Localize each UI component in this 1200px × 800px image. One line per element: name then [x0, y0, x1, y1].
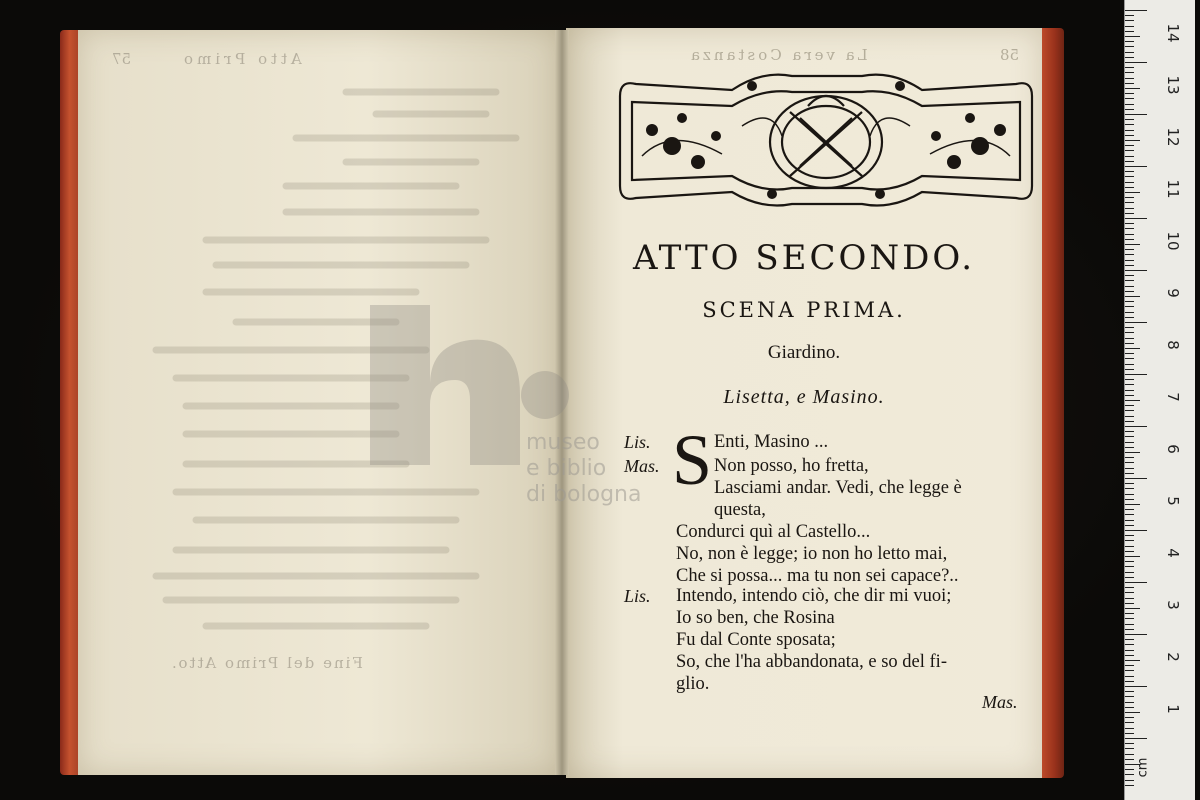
- speaker-label: Lis.: [624, 432, 651, 452]
- ruler-tick: [1125, 374, 1147, 375]
- ruler-tick: [1125, 192, 1140, 193]
- ruler-tick: [1125, 265, 1134, 266]
- ruler-tick: [1125, 722, 1134, 723]
- ruler-tick: [1125, 166, 1147, 167]
- ruler-number: 8: [1164, 340, 1182, 350]
- ruler-tick: [1125, 540, 1134, 541]
- left-page-number: 57: [112, 50, 132, 68]
- ruler-tick: [1125, 530, 1147, 531]
- ruler-tick: [1125, 36, 1140, 37]
- ruler-tick: [1125, 98, 1134, 99]
- ruler-number: 9: [1164, 288, 1182, 298]
- ruler-tick: [1125, 353, 1134, 354]
- left-running-head: Atto Primo: [180, 50, 302, 68]
- ruler-number: 4: [1164, 548, 1182, 558]
- verse-line: Intendo, intendo ciò, che dir mi vuoi;: [676, 586, 952, 606]
- ruler-tick: [1125, 176, 1134, 177]
- ruler-tick: [1125, 348, 1140, 349]
- ruler-tick: [1125, 390, 1134, 391]
- ruler-tick: [1125, 249, 1134, 250]
- scene-setting: Giardino.: [767, 342, 841, 363]
- ruler-tick: [1125, 618, 1134, 619]
- ruler-tick: [1125, 785, 1134, 786]
- ruler-tick: [1125, 358, 1134, 359]
- ruler-tick: [1125, 681, 1134, 682]
- ruler-tick: [1125, 520, 1134, 521]
- watermark-text-line2: e biblio: [526, 456, 607, 481]
- ruler-number: 7: [1164, 392, 1182, 402]
- ruler-tick: [1125, 743, 1134, 744]
- ruler-tick: [1125, 286, 1134, 287]
- ruler-number: 6: [1164, 444, 1182, 454]
- ruler-tick: [1125, 260, 1134, 261]
- ruler-tick: [1125, 72, 1134, 73]
- verse-line: Lasciami andar. Vedi, che legge è: [714, 478, 962, 498]
- ruler-tick: [1125, 691, 1134, 692]
- ruler-tick: [1125, 109, 1134, 110]
- ruler-tick: [1125, 598, 1134, 599]
- verse-line: So, che l'ha abbandonata, e so del fi-: [676, 652, 947, 672]
- ruler-tick: [1125, 431, 1134, 432]
- act-title: ATTO SECONDO.: [632, 238, 976, 278]
- ruler-tick: [1125, 343, 1134, 344]
- ruler-tick: [1125, 759, 1134, 760]
- ruler-tick: [1125, 239, 1134, 240]
- ruler-tick: [1125, 400, 1140, 401]
- ruler-tick: [1125, 738, 1147, 739]
- ruler-tick: [1125, 83, 1134, 84]
- ruler-tick: [1125, 639, 1134, 640]
- ruler-tick: [1125, 234, 1134, 235]
- ruler-number: 12: [1164, 127, 1182, 147]
- ruler-tick: [1125, 566, 1134, 567]
- ruler-tick: [1125, 452, 1140, 453]
- ruler-tick: [1125, 150, 1134, 151]
- ruler-tick: [1125, 712, 1140, 713]
- speaker-label: Lis.: [624, 586, 651, 606]
- ruler-tick: [1125, 322, 1147, 323]
- drop-cap-letter: S: [672, 420, 713, 500]
- ruler-tick: [1125, 46, 1134, 47]
- ruler-tick: [1125, 280, 1134, 281]
- ruler-tick: [1125, 774, 1134, 775]
- ruler-tick: [1125, 114, 1147, 115]
- ruler-tick: [1125, 416, 1134, 417]
- ruler-number: 10: [1164, 231, 1182, 251]
- ruler-tick: [1125, 603, 1134, 604]
- ruler-tick: [1125, 306, 1134, 307]
- ruler-tick: [1125, 592, 1134, 593]
- ruler-tick: [1125, 447, 1134, 448]
- ruler-tick: [1125, 670, 1134, 671]
- ruler-tick: [1125, 525, 1134, 526]
- ruler-tick: [1125, 650, 1134, 651]
- ruler-tick: [1125, 436, 1134, 437]
- ruler-tick: [1125, 702, 1134, 703]
- ruler-tick: [1125, 457, 1134, 458]
- ruler-number: 2: [1164, 652, 1182, 662]
- left-closing-line: Fine del Primo Atto.: [170, 654, 363, 672]
- ruler-tick: [1125, 410, 1134, 411]
- ruler-number: 11: [1164, 179, 1182, 199]
- ruler-tick: [1125, 707, 1134, 708]
- ruler-tick: [1125, 57, 1134, 58]
- ruler-tick: [1125, 728, 1134, 729]
- ruler-tick: [1125, 88, 1140, 89]
- ruler-tick: [1125, 10, 1147, 11]
- ruler-tick: [1125, 20, 1134, 21]
- ruler-tick: [1125, 327, 1134, 328]
- ruler-tick: [1125, 301, 1134, 302]
- ruler-tick: [1125, 665, 1134, 666]
- ruler-tick: [1125, 686, 1147, 687]
- ruler-tick: [1125, 145, 1134, 146]
- right-page-number-show-through: 58: [1000, 46, 1020, 64]
- ruler-tick: [1125, 546, 1134, 547]
- ruler-tick: [1125, 317, 1134, 318]
- verse-line: questa,: [714, 500, 766, 520]
- ruler-tick: [1125, 15, 1134, 16]
- measurement-ruler: [1124, 0, 1195, 800]
- ruler-tick: [1125, 551, 1134, 552]
- ornamental-headpiece: [612, 66, 1040, 214]
- ruler-tick: [1125, 733, 1134, 734]
- scene-characters: Lisetta, e Masino.: [723, 386, 885, 408]
- ruler-tick: [1125, 608, 1140, 609]
- ruler-tick: [1125, 468, 1134, 469]
- ruler-tick: [1125, 504, 1140, 505]
- ruler-tick: [1125, 577, 1134, 578]
- ruler-tick: [1125, 156, 1134, 157]
- ruler-tick: [1125, 462, 1134, 463]
- book-edge-right: [1040, 28, 1064, 778]
- ruler-tick: [1125, 696, 1134, 697]
- ruler-number: 1: [1164, 704, 1182, 714]
- verse-line: Enti, Masino ...: [714, 432, 829, 452]
- ruler-tick: [1125, 130, 1134, 131]
- ruler-tick: [1125, 514, 1134, 515]
- ruler-tick: [1125, 270, 1147, 271]
- ruler-tick: [1125, 140, 1140, 141]
- ruler-tick: [1125, 426, 1147, 427]
- ruler-tick: [1125, 395, 1134, 396]
- verse-line: Fu dal Conte sposata;: [676, 630, 836, 650]
- ruler-number: 3: [1164, 600, 1182, 610]
- verse-line: Condurci quì al Castello...: [676, 522, 871, 542]
- ruler-tick: [1125, 41, 1134, 42]
- ruler-tick: [1125, 312, 1134, 313]
- ruler-tick: [1125, 442, 1134, 443]
- ruler-tick: [1125, 223, 1134, 224]
- ruler-tick: [1125, 26, 1134, 27]
- ruler-tick: [1125, 228, 1134, 229]
- ruler-tick: [1125, 296, 1140, 297]
- ruler-tick: [1125, 587, 1134, 588]
- ruler-tick: [1125, 161, 1134, 162]
- catchword: Mas.: [982, 692, 1018, 712]
- ruler-tick: [1125, 254, 1134, 255]
- ruler-tick: [1125, 572, 1134, 573]
- ruler-tick: [1125, 582, 1147, 583]
- right-running-head-show-through: La vera Costanza: [688, 46, 868, 64]
- ruler-tick: [1125, 384, 1134, 385]
- ruler-tick: [1125, 634, 1147, 635]
- ruler-tick: [1125, 171, 1134, 172]
- ruler-tick: [1125, 187, 1134, 188]
- ruler-tick: [1125, 535, 1134, 536]
- ruler-tick: [1125, 613, 1134, 614]
- ruler-tick: [1125, 62, 1147, 63]
- ruler-tick: [1125, 135, 1134, 136]
- ruler-tick: [1125, 561, 1134, 562]
- ruler-tick: [1125, 379, 1134, 380]
- ruler-tick: [1125, 483, 1134, 484]
- ruler-tick: [1125, 208, 1134, 209]
- ruler-tick: [1125, 218, 1147, 219]
- ruler-tick: [1125, 78, 1134, 79]
- ruler-tick: [1125, 369, 1134, 370]
- ruler-tick: [1125, 31, 1134, 32]
- ruler-tick: [1125, 655, 1134, 656]
- ruler-tick: [1125, 717, 1134, 718]
- verse-line: Non posso, ho fretta,: [714, 456, 869, 476]
- ruler-unit: cm: [1135, 757, 1151, 778]
- ruler-tick: [1125, 93, 1134, 94]
- ruler-tick: [1125, 202, 1134, 203]
- ruler-tick: [1125, 291, 1134, 292]
- watermark-text-line1: museo: [526, 430, 600, 455]
- verse-line: glio.: [676, 674, 710, 694]
- ruler-tick: [1125, 197, 1134, 198]
- ruler-number: 13: [1164, 75, 1182, 95]
- ruler-tick: [1125, 364, 1134, 365]
- ruler-tick: [1125, 473, 1134, 474]
- ruler-tick: [1125, 499, 1134, 500]
- ruler-tick: [1125, 754, 1134, 755]
- ruler-tick: [1125, 556, 1140, 557]
- ruler-tick: [1125, 52, 1134, 53]
- ruler-tick: [1125, 676, 1134, 677]
- ruler-tick: [1125, 244, 1140, 245]
- verse-line: Io so ben, che Rosina: [676, 608, 835, 628]
- ruler-tick: [1125, 119, 1134, 120]
- ruler-tick: [1125, 338, 1134, 339]
- ruler-tick: [1125, 769, 1134, 770]
- scene-title: SCENA PRIMA.: [702, 298, 906, 322]
- ruler-tick: [1125, 478, 1147, 479]
- ruler-tick: [1125, 124, 1134, 125]
- ruler-tick: [1125, 213, 1134, 214]
- ruler-number: 5: [1164, 496, 1182, 506]
- ruler-tick: [1125, 509, 1134, 510]
- ruler-tick: [1125, 405, 1134, 406]
- ruler-tick: [1125, 624, 1134, 625]
- ruler-tick: [1125, 67, 1134, 68]
- ruler-tick: [1125, 182, 1134, 183]
- ruler-tick: [1125, 104, 1134, 105]
- watermark-text-line3: di bologna: [526, 482, 642, 507]
- ruler-tick: [1125, 644, 1134, 645]
- ruler-tick: [1125, 660, 1140, 661]
- ruler-tick: [1125, 488, 1134, 489]
- ruler-tick: [1125, 494, 1134, 495]
- ruler-tick: [1125, 421, 1134, 422]
- ruler-tick: [1125, 780, 1134, 781]
- ruler-number: 14: [1164, 23, 1182, 43]
- ruler-tick: [1125, 748, 1134, 749]
- speaker-label: Mas.: [624, 456, 660, 476]
- verse-line: No, non è legge; io non ho letto mai,: [676, 544, 948, 564]
- ruler-tick: [1125, 629, 1134, 630]
- verse-line: Che si possa... ma tu non sei capace?..: [676, 566, 959, 586]
- ruler-tick: [1125, 275, 1134, 276]
- ruler-tick: [1125, 332, 1134, 333]
